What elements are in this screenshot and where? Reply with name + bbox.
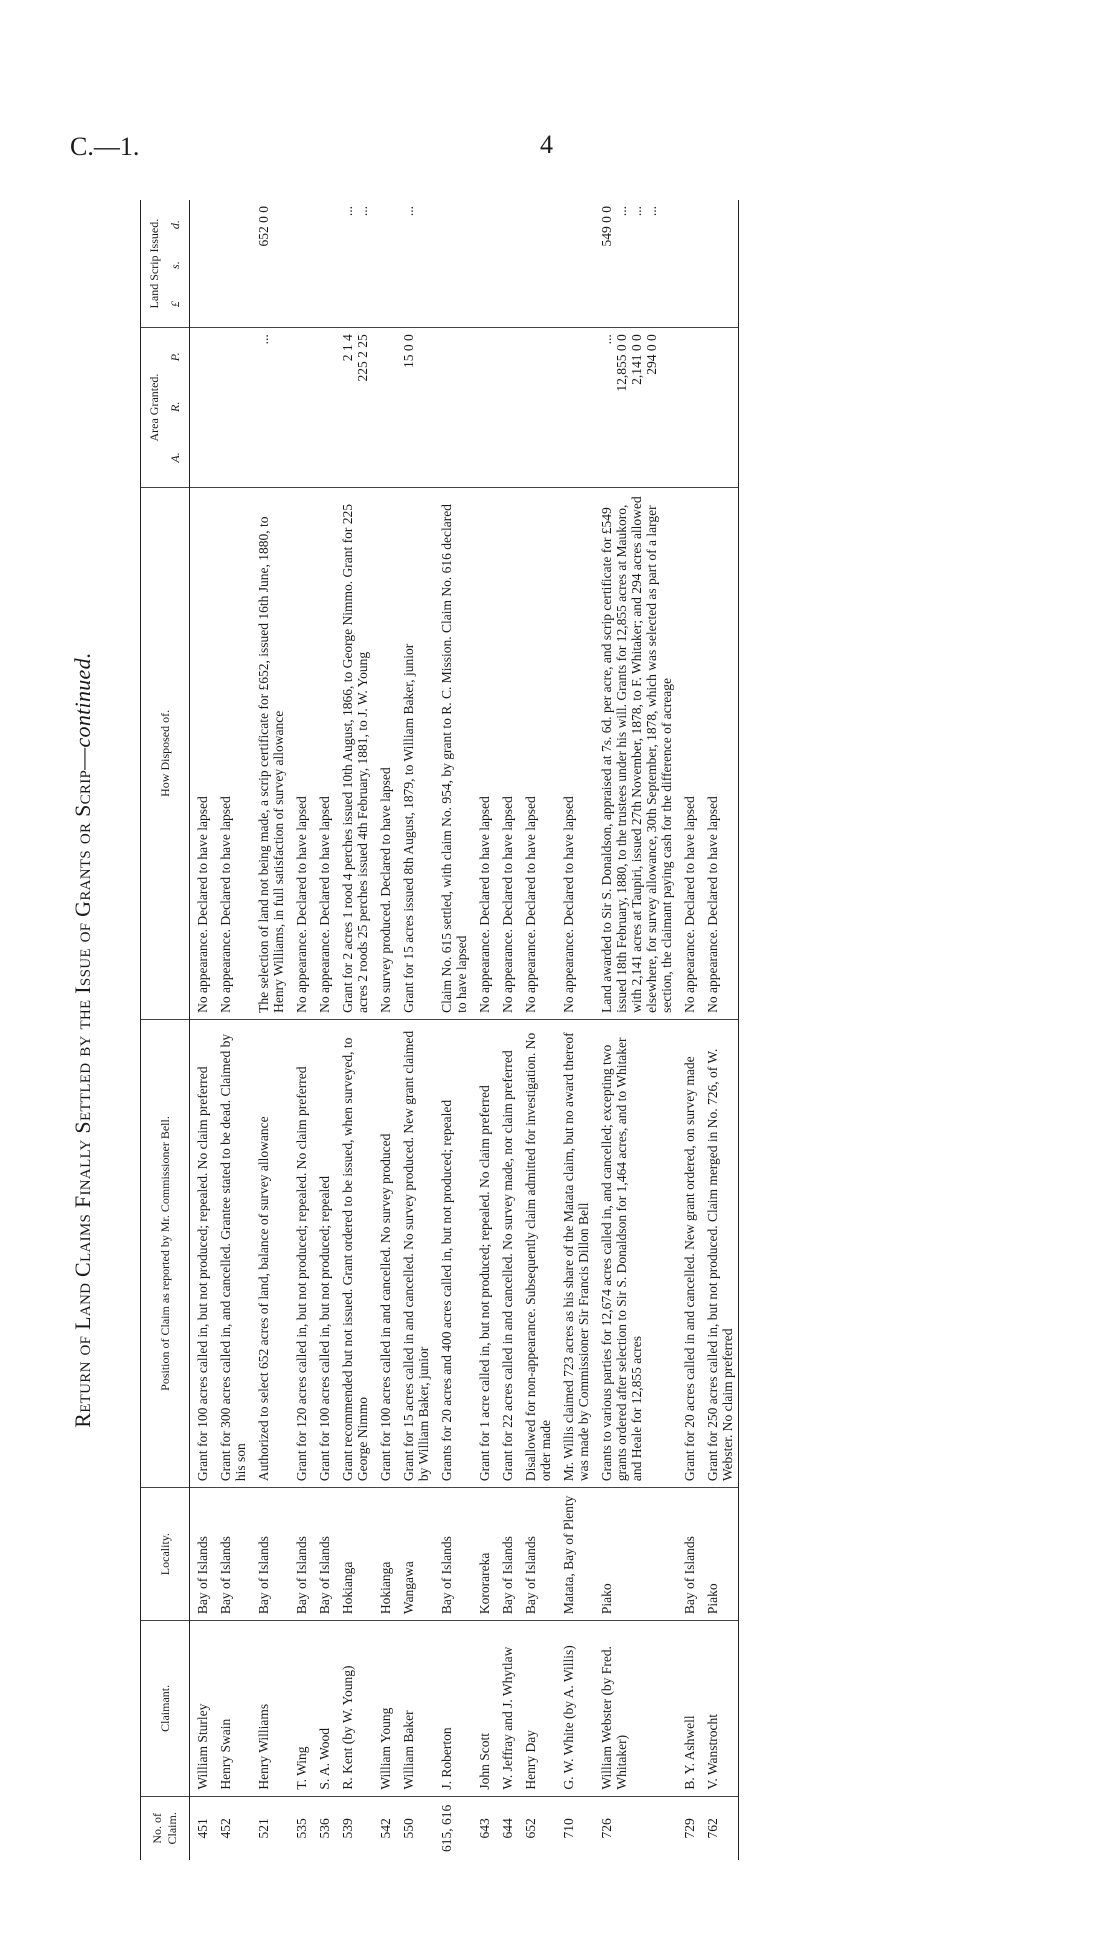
area-granted — [312, 328, 335, 488]
area-granted — [289, 328, 312, 488]
scrip-issued: 549 0 0 ... ... ... — [594, 200, 677, 328]
table-row — [213, 200, 251, 1860]
claim-number: 452 — [218, 1818, 233, 1839]
scrip-issued — [213, 200, 251, 328]
unit-perches: P. — [168, 352, 182, 362]
disposal: Claim No. 615 settled, with claim No. 954, by grant to R. C. Mission. Claim No. 616 declared to have lapsed — [434, 487, 472, 1019]
unit-shillings: s. — [168, 261, 182, 269]
table-title — [70, 180, 96, 1900]
scrip-issued: 652 0 0 — [251, 200, 289, 328]
unit-pounds: £ — [168, 301, 182, 308]
scrip-issued — [289, 200, 312, 328]
claim-number: 710 — [561, 1818, 576, 1839]
scrip-issued — [312, 200, 335, 328]
claims-table-wrapper — [140, 200, 739, 1860]
claimant-name: Henry Swain — [213, 1621, 251, 1797]
disposal: No appearance. Declared to have lapsed — [472, 487, 495, 1019]
header-row — [141, 200, 190, 1860]
locality: Wangawa — [396, 1488, 434, 1621]
area-granted: 2 1 4 225 2 25 — [335, 328, 373, 488]
claim-number: 643 — [477, 1818, 492, 1839]
table-body — [190, 200, 739, 1860]
table-row — [335, 200, 373, 1860]
claim-position: Grant recommended but not issued. Grant ordered to be issued, when surveyed, to George Nimmo — [335, 1019, 373, 1487]
claimant-name: Henry Williams — [251, 1621, 289, 1797]
col-header-disposed: How Disposed of. — [141, 487, 190, 1019]
area-granted: ... 12,855 0 0 2,141 0 0 294 0 0 — [594, 328, 677, 488]
disposal: Land awarded to Sir S. Donaldson, appraised at 7s. 6d. per acre, and scrip certificate for £549 issued 18th February, 1880, to the trustees under his will. Grants for 12,855 acres at Maukoro, with 2,141 acres at Taupiri, issued 27th November, 1878, to F. Whitaker; and 294 acres allowed elsewhere, for survey allowance, 30th September, 1878, which was selected as part of a larger section, the claimant paying cash for the difference of acreage — [594, 487, 677, 1019]
claim-number: 535 — [294, 1818, 309, 1839]
locality: Bay of Islands — [213, 1488, 251, 1621]
claimant-name: William Young — [373, 1621, 396, 1797]
area-granted — [677, 328, 700, 488]
disposal: Grant for 15 acres issued 8th August, 1879, to William Baker, junior — [396, 487, 434, 1019]
disposal: No appearance. Declared to have lapsed — [190, 487, 214, 1019]
claimant-name: William Webster (by Fred. Whitaker) — [594, 1621, 677, 1797]
claim-position: Disallowed for non-appearance. Subsequently claim admitted for investigation. No order made — [518, 1019, 556, 1487]
locality: Bay of Islands — [495, 1488, 518, 1621]
locality: Hokianga — [335, 1488, 373, 1621]
area-granted — [556, 328, 594, 488]
claim-position: Grant for 20 acres called in and cancelled. New grant ordered, on survey made — [677, 1019, 700, 1487]
area-header-label: Area Granted. — [147, 373, 161, 442]
table-row — [312, 200, 335, 1860]
col-header-position: Position of Claim as reported by Mr. Commissioner Bell. — [141, 1019, 190, 1487]
disposal: No appearance. Declared to have lapsed — [312, 487, 335, 1019]
table-row — [472, 200, 495, 1860]
claim-position: Grant for 22 acres called in and cancelled. No survey made, nor claim preferred — [495, 1019, 518, 1487]
area-granted — [700, 328, 739, 488]
col-header-scrip — [141, 200, 190, 328]
area-units — [168, 332, 183, 483]
claim-position: Grant for 100 acres called in and cancelled. No survey produced — [373, 1019, 396, 1487]
claim-number: 550 — [401, 1818, 416, 1839]
col-header-locality: Locality. — [141, 1488, 190, 1621]
locality: Matata, Bay of Plenty — [556, 1488, 594, 1621]
table-row — [373, 200, 396, 1860]
claims-table — [140, 200, 739, 1860]
table-row — [677, 200, 700, 1860]
claimant-name: G. W. White (by A. Willis) — [556, 1621, 594, 1797]
disposal: No appearance. Declared to have lapsed — [289, 487, 312, 1019]
locality: Kororareka — [472, 1488, 495, 1621]
claimant-name: B. Y. Ashwell — [677, 1621, 700, 1797]
area-granted: ... — [251, 328, 289, 488]
disposal: No appearance. Declared to have lapsed — [677, 487, 700, 1019]
claimant-name: J. Roberton — [434, 1621, 472, 1797]
area-granted — [434, 328, 472, 488]
title-main: Return of Land Claims Finally Settled by the Issue of Grants or Scrip— — [70, 747, 95, 1428]
col-header-no: No. of Claim. — [141, 1796, 190, 1860]
locality: Bay of Islands — [677, 1488, 700, 1621]
claim-number: 726 — [599, 1818, 614, 1839]
disposal: The selection of land not being made, a scrip certificate for £652, issued 16th June, 1880, to Henry Williams, in full satisfaction of survey allowance — [251, 487, 289, 1019]
locality: Piako — [700, 1488, 739, 1621]
claimant-name: John Scott — [472, 1621, 495, 1797]
table-row — [495, 200, 518, 1860]
scrip-issued — [373, 200, 396, 328]
claim-number: 652 — [523, 1818, 538, 1839]
claim-position: Authorized to select 652 acres of land, balance of survey allowance — [251, 1019, 289, 1487]
disposal: No survey produced. Declared to have lapsed — [373, 487, 396, 1019]
scrip-issued: ... ... — [335, 200, 373, 328]
locality: Hokianga — [373, 1488, 396, 1621]
disposal: Grant for 2 acres 1 rood 4 perches issued 10th August, 1866, to George Nimmo. Grant for 225 acres 2 roods 25 perches issued 4th February, 1881, to J. W. Young — [335, 487, 373, 1019]
claim-position: Grant for 100 acres called in, but not produced; repealed. No claim preferred — [190, 1019, 214, 1487]
area-granted — [518, 328, 556, 488]
scrip-issued — [434, 200, 472, 328]
table-row — [518, 200, 556, 1860]
claimant-name: Henry Day — [518, 1621, 556, 1797]
claim-position: Mr. Willis claimed 723 acres as his share of the Matata claim, but no award thereof was made by Commissioner Sir Francis Dillon Bell — [556, 1019, 594, 1487]
table-row — [289, 200, 312, 1860]
claimant-name: William Sturley — [190, 1621, 214, 1797]
table-row — [700, 200, 739, 1860]
claim-position: Grant for 120 acres called in, but not produced; repealed. No claim preferred — [289, 1019, 312, 1487]
scrip-issued — [472, 200, 495, 328]
col-header-claimant: Claimant. — [141, 1621, 190, 1797]
claimant-name: William Baker — [396, 1621, 434, 1797]
table-row — [190, 200, 214, 1860]
claim-number: 539 — [340, 1818, 355, 1839]
claim-number: 615, 616 — [439, 1804, 454, 1852]
locality: Bay of Islands — [190, 1488, 214, 1621]
scrip-issued — [495, 200, 518, 328]
claimant-name: S. A. Wood — [312, 1621, 335, 1797]
rotated-page — [70, 180, 1030, 1900]
claim-number: 451 — [195, 1818, 210, 1839]
area-granted — [472, 328, 495, 488]
area-granted — [190, 328, 214, 488]
scrip-issued — [677, 200, 700, 328]
scrip-issued — [190, 200, 214, 328]
col-header-area — [141, 328, 190, 488]
claim-number: 729 — [682, 1818, 697, 1839]
claim-position: Grant for 15 acres called in and cancelled. No survey produced. New grant claimed by William Baker, junior — [396, 1019, 434, 1487]
claim-number: 644 — [500, 1818, 515, 1839]
locality: Bay of Islands — [251, 1488, 289, 1621]
claim-position: Grant for 1 acre called in, but not produced; repealed. No claim preferred — [472, 1019, 495, 1487]
scrip-issued — [556, 200, 594, 328]
document-reference: C.—1. — [70, 132, 140, 161]
claimant-name: W. Jeffray and J. Whytlaw — [495, 1621, 518, 1797]
claim-position: Grants for 20 acres and 400 acres called in, but not produced; repealed — [434, 1019, 472, 1487]
scrip-issued — [700, 200, 739, 328]
area-granted — [213, 328, 251, 488]
page-number: 4 — [540, 130, 553, 159]
locality: Bay of Islands — [434, 1488, 472, 1621]
locality: Bay of Islands — [312, 1488, 335, 1621]
disposal: No appearance. Declared to have lapsed — [213, 487, 251, 1019]
table-row — [594, 200, 677, 1860]
area-granted: 15 0 0 — [396, 328, 434, 488]
claim-position: Grant for 250 acres called in, but not produced. Claim merged in No. 726, of W. Webster. No claim preferred — [700, 1019, 739, 1487]
disposal: No appearance. Declared to have lapsed — [495, 487, 518, 1019]
claim-number: 521 — [256, 1818, 271, 1839]
table-row — [396, 200, 434, 1860]
scrip-issued — [518, 200, 556, 328]
claim-number: 536 — [317, 1818, 332, 1839]
scrip-header-label: Land Scrip Issued. — [147, 218, 161, 309]
locality: Bay of Islands — [289, 1488, 312, 1621]
unit-roods: R. — [168, 401, 182, 412]
claimant-name: R. Kent (by W. Young) — [335, 1621, 373, 1797]
claim-position: Grant for 300 acres called in, and cancelled. Grantee stated to be dead. Claimed by his son — [213, 1019, 251, 1487]
table-row — [251, 200, 289, 1860]
disposal: No appearance. Declared to have lapsed — [700, 487, 739, 1019]
claim-position: Grants to various parties for 12,674 acres called in, and cancelled; excepting two grants ordered after selection to Sir S. Donaldson for 1,464 acres, and to Whitaker and Heale for 12,855 acres — [594, 1019, 677, 1487]
area-granted — [373, 328, 396, 488]
scrip-units — [168, 204, 183, 323]
claim-number: 542 — [378, 1818, 393, 1839]
locality: Piako — [594, 1488, 677, 1621]
unit-pence: d. — [168, 220, 182, 230]
claimant-name: V. Wanstrocht — [700, 1621, 739, 1797]
disposal: No appearance. Declared to have lapsed — [556, 487, 594, 1019]
table-row — [434, 200, 472, 1860]
unit-acres: A. — [168, 452, 182, 463]
disposal: No appearance. Declared to have lapsed — [518, 487, 556, 1019]
claimant-name: T. Wing — [289, 1621, 312, 1797]
table-row — [556, 200, 594, 1860]
claim-number: 762 — [700, 1796, 739, 1860]
title-italic: continued. — [70, 652, 95, 748]
locality: Bay of Islands — [518, 1488, 556, 1621]
claim-position: Grant for 100 acres called in, but not produced; repealed — [312, 1019, 335, 1487]
area-granted — [495, 328, 518, 488]
scrip-issued: ... — [396, 200, 434, 328]
